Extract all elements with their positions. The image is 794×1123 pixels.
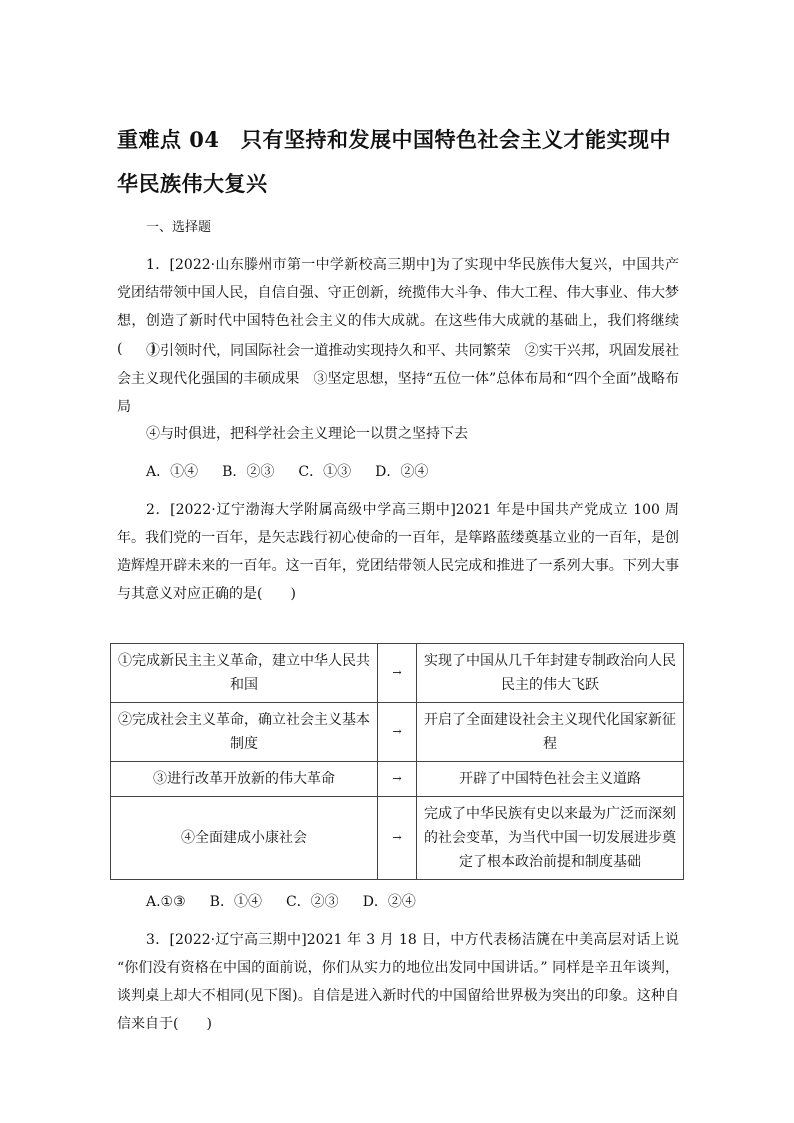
table-row	[111, 644, 684, 703]
option-c[interactable]: C．②③	[285, 894, 339, 910]
question-1-stem: 1．[2022·山东滕州市第一中学新校高三期中]为了实现中华民族伟大复兴，中国共产党团结带领中国人民，自信自强、守正创新，统揽伟大斗争、伟大工程、伟大事业、伟大梦想，创造了新时代中国特色社会主义的伟大成就。在这些伟大成就的基础上，我们将继续( )	[117, 257, 679, 357]
meaning-cell: 实现了中国从几千年封建专制政治向人民民主的伟大飞跃	[416, 644, 683, 703]
option-a[interactable]: A．①④	[146, 464, 199, 480]
event-cell: ①完成新民主主义革命，建立中华人民共和国	[111, 644, 378, 703]
question-2-stem: 2．[2022·辽宁渤海大学附属高级中学高三期中]2021 年是中国共产党成立 100 周年。我们党的一百年，是矢志践行初心使命的一百年，是筚路蓝缕奠基立业的一百年，是创造辉煌开辟未来的一百年。这一百年，党团结带领人民完成和推进了一系列大事。下列大事与其意义对应正确的是( )	[117, 502, 679, 602]
event-cell: ②完成社会主义革命，确立社会主义基本制度	[111, 703, 378, 762]
event-cell: ④全面建成小康社会	[111, 797, 378, 880]
table-row	[111, 762, 684, 797]
question-2-options	[146, 891, 416, 913]
section-heading: 一、选择题	[146, 220, 212, 235]
option-b[interactable]: B．②③	[222, 464, 275, 480]
option-d[interactable]: D．②④	[375, 464, 429, 480]
option-c[interactable]: C．①③	[298, 464, 352, 480]
meaning-cell: 完成了中华民族有史以来最为广泛而深刻的社会变革，为当代中国一切发展进步奠定了根本政治前提和制度基础	[416, 797, 683, 880]
option-d[interactable]: D．②④	[362, 894, 416, 910]
event-cell: ③进行改革开放新的伟大革命	[111, 762, 378, 797]
arrow-icon: →	[378, 644, 417, 703]
question-3-stem: 3．[2022·辽宁高三期中]2021 年 3 月 18 日，中方代表杨洁篪在中美高层对话上说 “你们没有资格在中国的面前说，你们从实力的地位出发同中国讲话。” 同样是辛丑年谈判，谈判桌上却大不相同(见下图)。自信是进入新时代的中国留给世界极为突出的印象。这种自信来自于( )	[117, 932, 679, 1032]
option-b[interactable]: B．①④	[209, 894, 262, 910]
arrow-icon: →	[378, 797, 417, 880]
table-row	[111, 703, 684, 762]
arrow-icon: →	[378, 703, 417, 762]
option-a[interactable]: A.①③	[146, 894, 186, 910]
events-table	[110, 643, 684, 880]
question-1-statements: ①引领时代，同国际社会一道推动实现持久和平、共同繁荣 ②实干兴邦，巩固发展社会主义现代化强国的丰硕成果 ③坚定思想，坚持“五位一体”总体布局和“四个全面”战略布局	[117, 343, 679, 415]
question-1-options	[146, 461, 428, 483]
table-row	[111, 797, 684, 880]
meaning-cell: 开辟了中国特色社会主义道路	[416, 762, 683, 797]
document-title: 重难点 04 只有坚持和发展中国特色社会主义才能实现中华民族伟大复兴	[117, 127, 672, 196]
meaning-cell: 开启了全面建设社会主义现代化国家新征程	[416, 703, 683, 762]
arrow-icon: →	[378, 762, 417, 797]
question-1-statement-4: ④与时俱进，把科学社会主义理论一以贯之坚持下去	[146, 426, 468, 442]
